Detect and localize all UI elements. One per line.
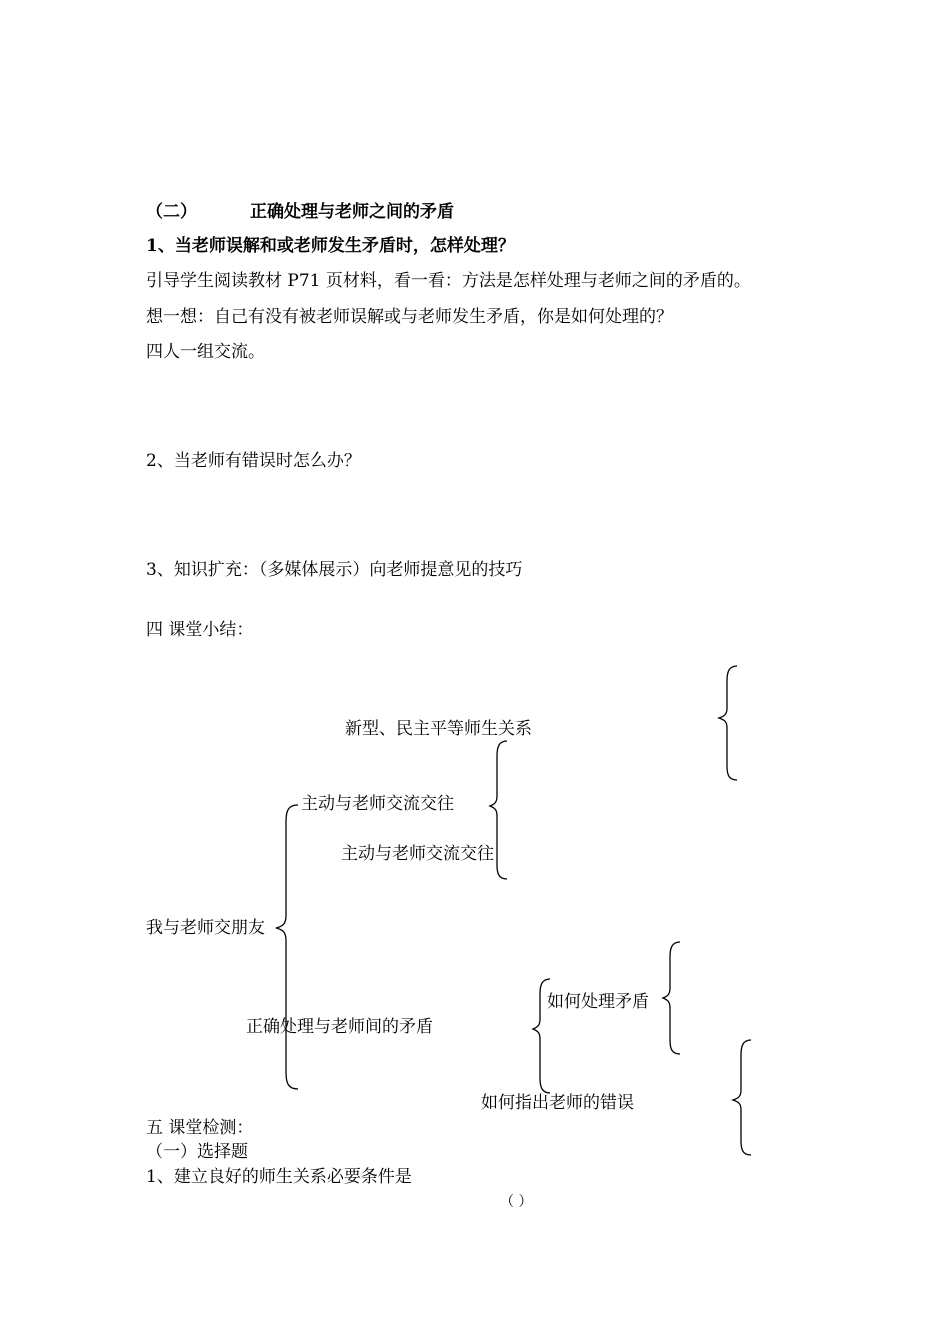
diagram-branch2-sub2: 如何指出老师的错误 (481, 1093, 634, 1113)
section-number: （二） (146, 202, 197, 222)
test-question-1: 1、建立良好的师生关系必要条件是 (146, 1167, 412, 1187)
diagram-branch2: 正确处理与老师间的矛盾 (246, 1017, 433, 1037)
test-heading: 五 课堂检测： (146, 1118, 254, 1138)
brace-root (276, 805, 298, 1089)
brace-top-right (719, 666, 737, 780)
brace-branch2 (533, 979, 550, 1093)
diagram-root: 我与老师交朋友 (146, 918, 265, 938)
question-1-line-2: 想一想：自己有没有被老师误解或与老师发生矛盾，你是如何处理的？ (146, 307, 673, 327)
brace-branch1 (490, 741, 507, 879)
question-1-line-3: 四人一组交流。 (146, 342, 265, 362)
diagram-branch1-sub2: 主动与老师交流交往 (341, 844, 494, 864)
diagram-branch1-sub1: 新型、民主平等师生关系 (345, 719, 532, 739)
question-1-line-1: 引导学生阅读教材 P71 页材料，看一看：方法是怎样处理与老师之间的矛盾的。 (146, 271, 751, 291)
question-1-heading: 1、当老师误解和或老师发生矛盾时，怎样处理？ (146, 236, 515, 256)
test-answer-blank: （ ） (500, 1194, 533, 1210)
diagram-branch1: 主动与老师交流交往 (301, 794, 454, 814)
question-3-heading: 3、知识扩充：（多媒体展示）向老师提意见的技巧 (146, 560, 523, 580)
test-subheading: （一）选择题 (146, 1142, 248, 1162)
question-2-heading: 2、当老师有错误时怎么办？ (146, 451, 361, 471)
summary-heading: 四 课堂小结： (146, 620, 254, 640)
brace-middle-right (663, 942, 680, 1054)
brace-bottom-right (733, 1040, 751, 1155)
diagram-branch2-sub1: 如何处理矛盾 (547, 992, 649, 1012)
section-title: 正确处理与老师之间的矛盾 (250, 202, 454, 222)
